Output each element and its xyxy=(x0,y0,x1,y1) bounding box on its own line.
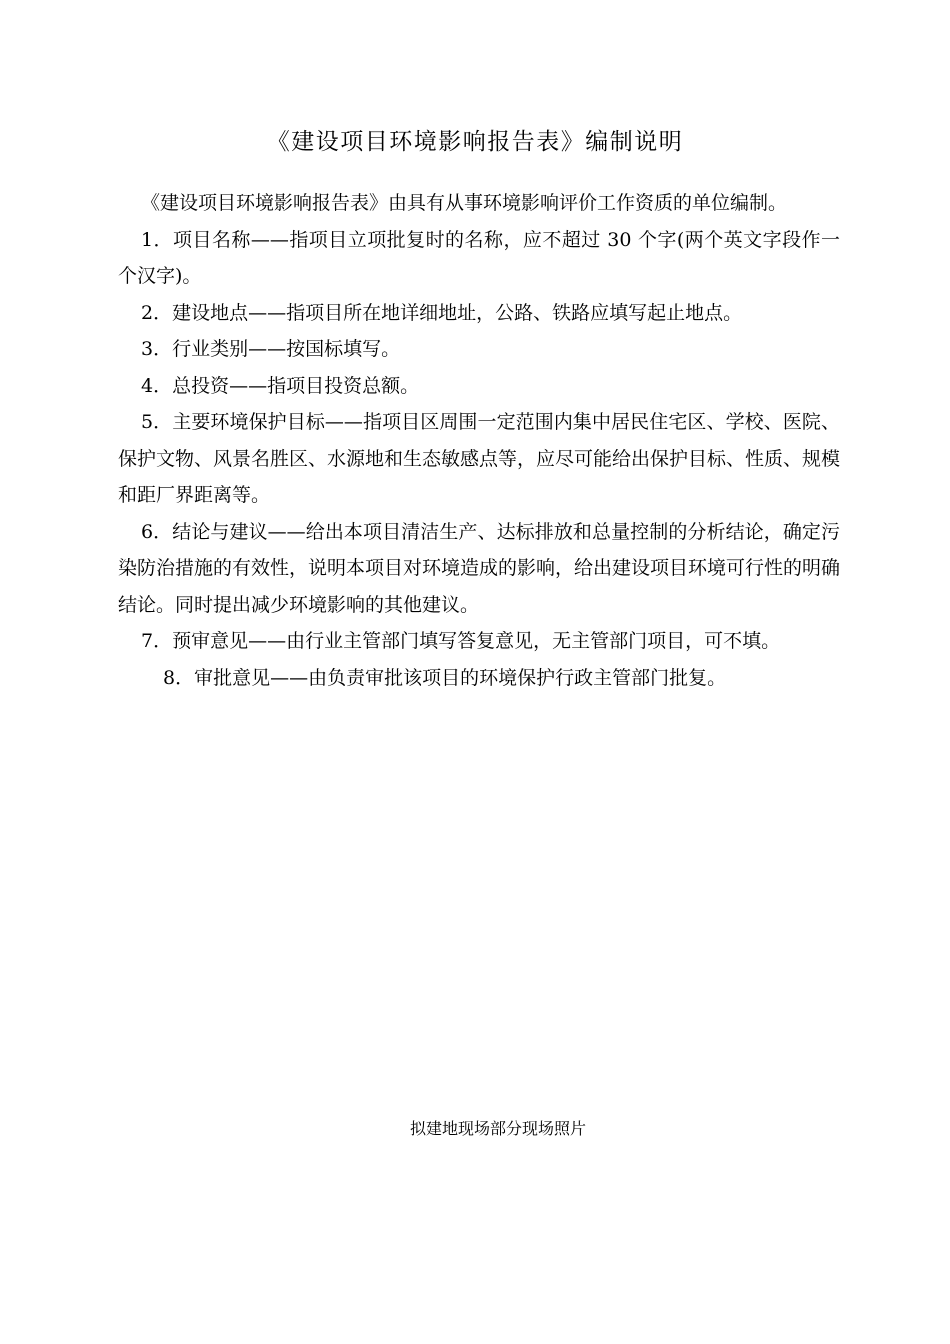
item-conclusions: 6．结论与建议——给出本项目清洁生产、达标排放和总量控制的分析结论，确定污染防治措施的有效性，说明本项目对环境造成的影响，给出建设项目环境可行性的明确结论。同时提出减少环境影响的其他建议。 xyxy=(118,520,841,616)
page-title: 《建设项目环境影响报告表》编制说明 xyxy=(266,129,684,155)
intro-paragraph: 《建设项目环境影响报告表》由具有从事环境影响评价工作资质的单位编制。 xyxy=(141,192,788,214)
item-approval-opinion: 8．审批意见——由负责审批该项目的环境保护行政主管部门批复。 xyxy=(163,666,727,689)
item-project-name: 1．项目名称——指项目立项批复时的名称，应不超过 30 个字(两个英文字段作一个汉字)。 xyxy=(118,228,840,287)
item-preliminary-review: 7．预审意见——由行业主管部门填写答复意见，无主管部门项目，可不填。 xyxy=(141,630,781,652)
item-total-investment: 4．总投资——指项目投资总额。 xyxy=(141,374,420,397)
photo-caption: 拟建地现场部分现场照片 xyxy=(409,1119,586,1138)
instructions-body xyxy=(118,185,840,696)
item-construction-site: 2．建设地点——指项目所在地详细地址，公路、铁路应填写起止地点。 xyxy=(141,301,743,324)
item-industry-category: 3．行业类别——按国标填写。 xyxy=(141,338,401,360)
item-protection-targets: 5．主要环境保护目标——指项目区周围一定范围内集中居民住宅区、学校、医院、保护文物、风景名胜区、水源地和生态敏感点等，应尽可能给出保护目标、性质、规模和距厂界距离等。 xyxy=(118,411,841,506)
